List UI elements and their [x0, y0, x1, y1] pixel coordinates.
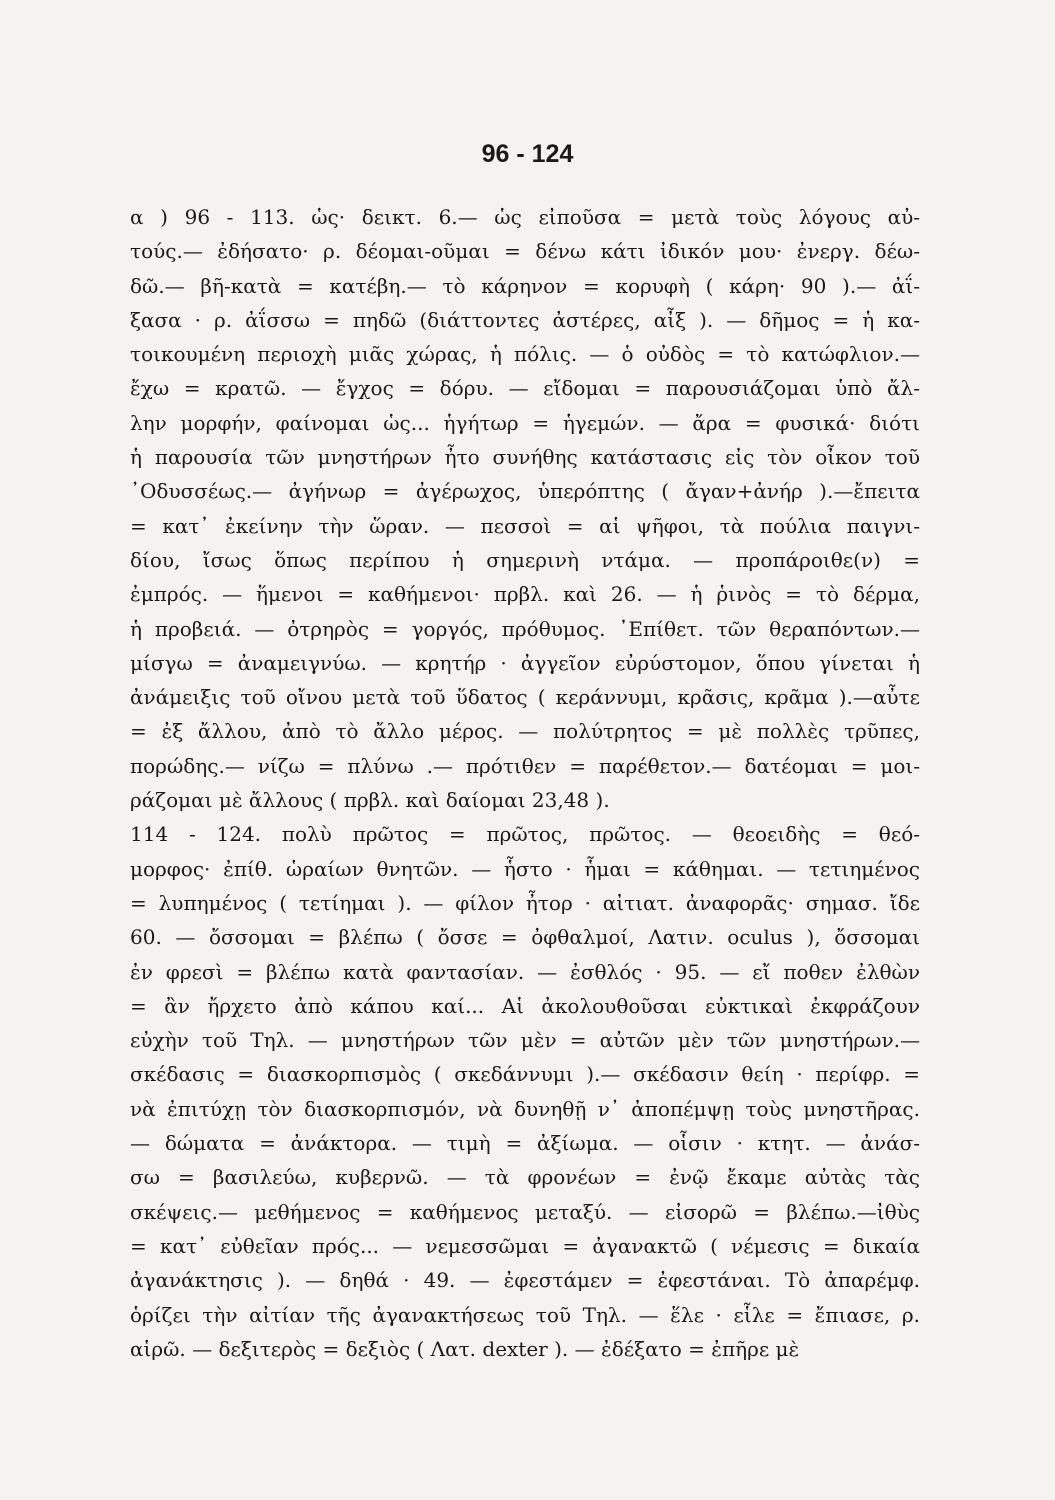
text-line: ἐμπρός. — ἥμενοι = καθήμενοι· πρβλ. καὶ 26. — ἡ ῥινὸς = τὸ δέρμα, — [130, 582, 920, 607]
text-line: ᾿Οδυσσέως.— ἀγήνωρ = ἀγέρωχος, ὑπερόπτης ( ἄγαν+ἀνήρ ).—ἔπειτα — [130, 479, 920, 504]
text-line: δῶ.— βῆ-κατὰ = κατέβη.— τὸ κάρηνον = κορυφὴ ( κάρη· 90 ).— ἀΐ- — [130, 273, 920, 298]
text-line: = κατ᾿ ἐκείνην τὴν ὥραν. — πεσσοὶ = αἱ ψῆφοι, τὰ πούλια παιγνι- — [130, 513, 920, 538]
text-line: = ἐξ ἄλλου, ἀπὸ τὸ ἄλλο μέρος. — πολύτρητος = μὲ πολλὲς τρῦπες, — [130, 719, 920, 744]
text-line: ἡ παρουσία τῶν μνηστήρων ἦτο συνήθης κατάστασις εἰς τὸν οἶκον τοῦ — [130, 445, 920, 470]
text-line: ἀγανάκτησις ). — δηθά · 49. — ἐφεστάμεν = ἐφεστάναι. Τὸ ἀπαρέμφ. — [130, 1268, 920, 1293]
text-line: αἱρῶ. — δεξιτερὸς = δεξιὸς ( Λατ. dexter ). — ἐδέξατο = ἐπῆρε μὲ — [130, 1336, 800, 1361]
text-line: ὁρίζει τὴν αἰτίαν τῆς ἀγανακτήσεως τοῦ Τηλ. — ἕλε · εἷλε = ἔπιασε, ρ. — [130, 1302, 920, 1327]
text-line: ράζομαι μὲ ἄλλους ( πρβλ. καὶ δαίομαι 23,48 ). — [130, 788, 610, 813]
text-line: = λυπημένος ( τετίημαι ). — φίλον ἦτορ · αἰτιατ. ἀναφορᾶς· σημασ. ἴδε — [130, 890, 920, 915]
text-line: σκέδασις = διασκορπισμὸς ( σκεδάννυμι ).— σκέδασιν θείη · περίφρ. = — [130, 1062, 920, 1087]
text-line: ἀνάμειξις τοῦ οἴνου μετὰ τοῦ ὕδατος ( κεράννυμι, κρᾶσις, κρᾶμα ).—αὖτε — [130, 685, 920, 710]
text-line: νὰ ἐπιτύχῃ τὸν διασκορπισμόν, νὰ δυνηθῇ ν᾿ ἀποπέμψῃ τοὺς μνηστῆρας. — [130, 1096, 920, 1121]
commentary-text — [130, 200, 920, 1366]
text-line: λην μορφήν, φαίνομαι ὡς... ἡγήτωρ = ἡγεμών. — ἄρα = φυσικά· διότι — [130, 410, 920, 435]
text-line: τοικουμένη περιοχὴ μιᾶς χώρας, ἡ πόλις. — ὁ οὐδὸς = τὸ κατώφλιον.— — [130, 342, 920, 367]
text-line: ξασα · ρ. ἀΐσσω = πηδῶ (διάττοντες ἀστέρες, αἶξ ). — δῆμος = ἡ κα- — [130, 307, 920, 332]
text-line: = κατ᾿ εὐθεῖαν πρός... — νεμεσσῶμαι = ἀγανακτῶ ( νέμεσις = δικαία — [130, 1233, 920, 1258]
text-line: μίσγω = ἀναμειγνύω. — κρητήρ · ἀγγεῖον εὐρύστομον, ὅπου γίνεται ἡ — [130, 650, 920, 675]
text-line: 114 - 124. πολὺ πρῶτος = πρῶτος, πρῶτος. — θεοειδὴς = θεό- — [130, 822, 920, 847]
page-range-header: 96 - 124 — [481, 140, 574, 168]
text-line: εὐχὴν τοῦ Τηλ. — μνηστήρων τῶν μὲν = αὐτῶν μὲν τῶν μνηστήρων.— — [130, 1028, 920, 1053]
text-line: σκέψεις.— μεθήμενος = καθήμενος μεταξύ. — εἰσορῶ = βλέπω.—ἰθὺς — [130, 1199, 920, 1224]
text-line: = ἂν ἤρχετο ἀπὸ κάπου καί... Αἱ ἀκολουθοῦσαι εὐκτικαὶ ἐκφράζουν — [130, 993, 920, 1018]
text-line: πορώδης.— νίζω = πλύνω .— πρότιθεν = παρέθετον.— δατέομαι = μοι- — [130, 753, 920, 778]
text-line: δίου, ἴσως ὅπως περίπου ἡ σημερινὴ ντάμα. — προπάροιθε(ν) = — [130, 547, 920, 572]
text-line: α ) 96 - 113. ὡς· δεικτ. 6.— ὡς εἰποῦσα = μετὰ τοὺς λόγους αὐ- — [130, 205, 920, 229]
text-line: τούς.— ἐδήσατο· ρ. δέομαι-οῦμαι = δένω κάτι ἰδικόν μου· ἐνεργ. δέω- — [130, 239, 920, 264]
text-line: μορφος· ἐπίθ. ὡραίων θνητῶν. — ἧστο · ἧμαι = κάθημαι. — τετιημένος — [130, 856, 920, 881]
text-line: — δώματα = ἀνάκτορα. — τιμὴ = ἀξίωμα. — οἷσιν · κτητ. — ἀνάσ- — [130, 1131, 920, 1156]
text-line: ἡ προβειά. — ὀτρηρὸς = γοργός, πρόθυμος. ᾿Επίθετ. τῶν θεραπόντων.— — [130, 616, 920, 641]
text-line: ἔχω = κρατῶ. — ἔγχος = δόρυ. — εἴδομαι = παρουσιάζομαι ὑπὸ ἄλ- — [130, 376, 920, 401]
text-line: 60. — ὄσσομαι = βλέπω ( ὄσσε = ὀφθαλμοί, Λατιν. oculus ), ὄσσομαι — [130, 925, 920, 950]
text-line: σω = βασιλεύω, κυβερνῶ. — τὰ φρονέων = ἐνῷ ἔκαμε αὐτὰς τὰς — [130, 1165, 920, 1190]
text-line: ἐν φρεσὶ = βλέπω κατὰ φαντασίαν. — ἐσθλός · 95. — εἴ ποθεν ἐλθὼν — [130, 959, 920, 984]
